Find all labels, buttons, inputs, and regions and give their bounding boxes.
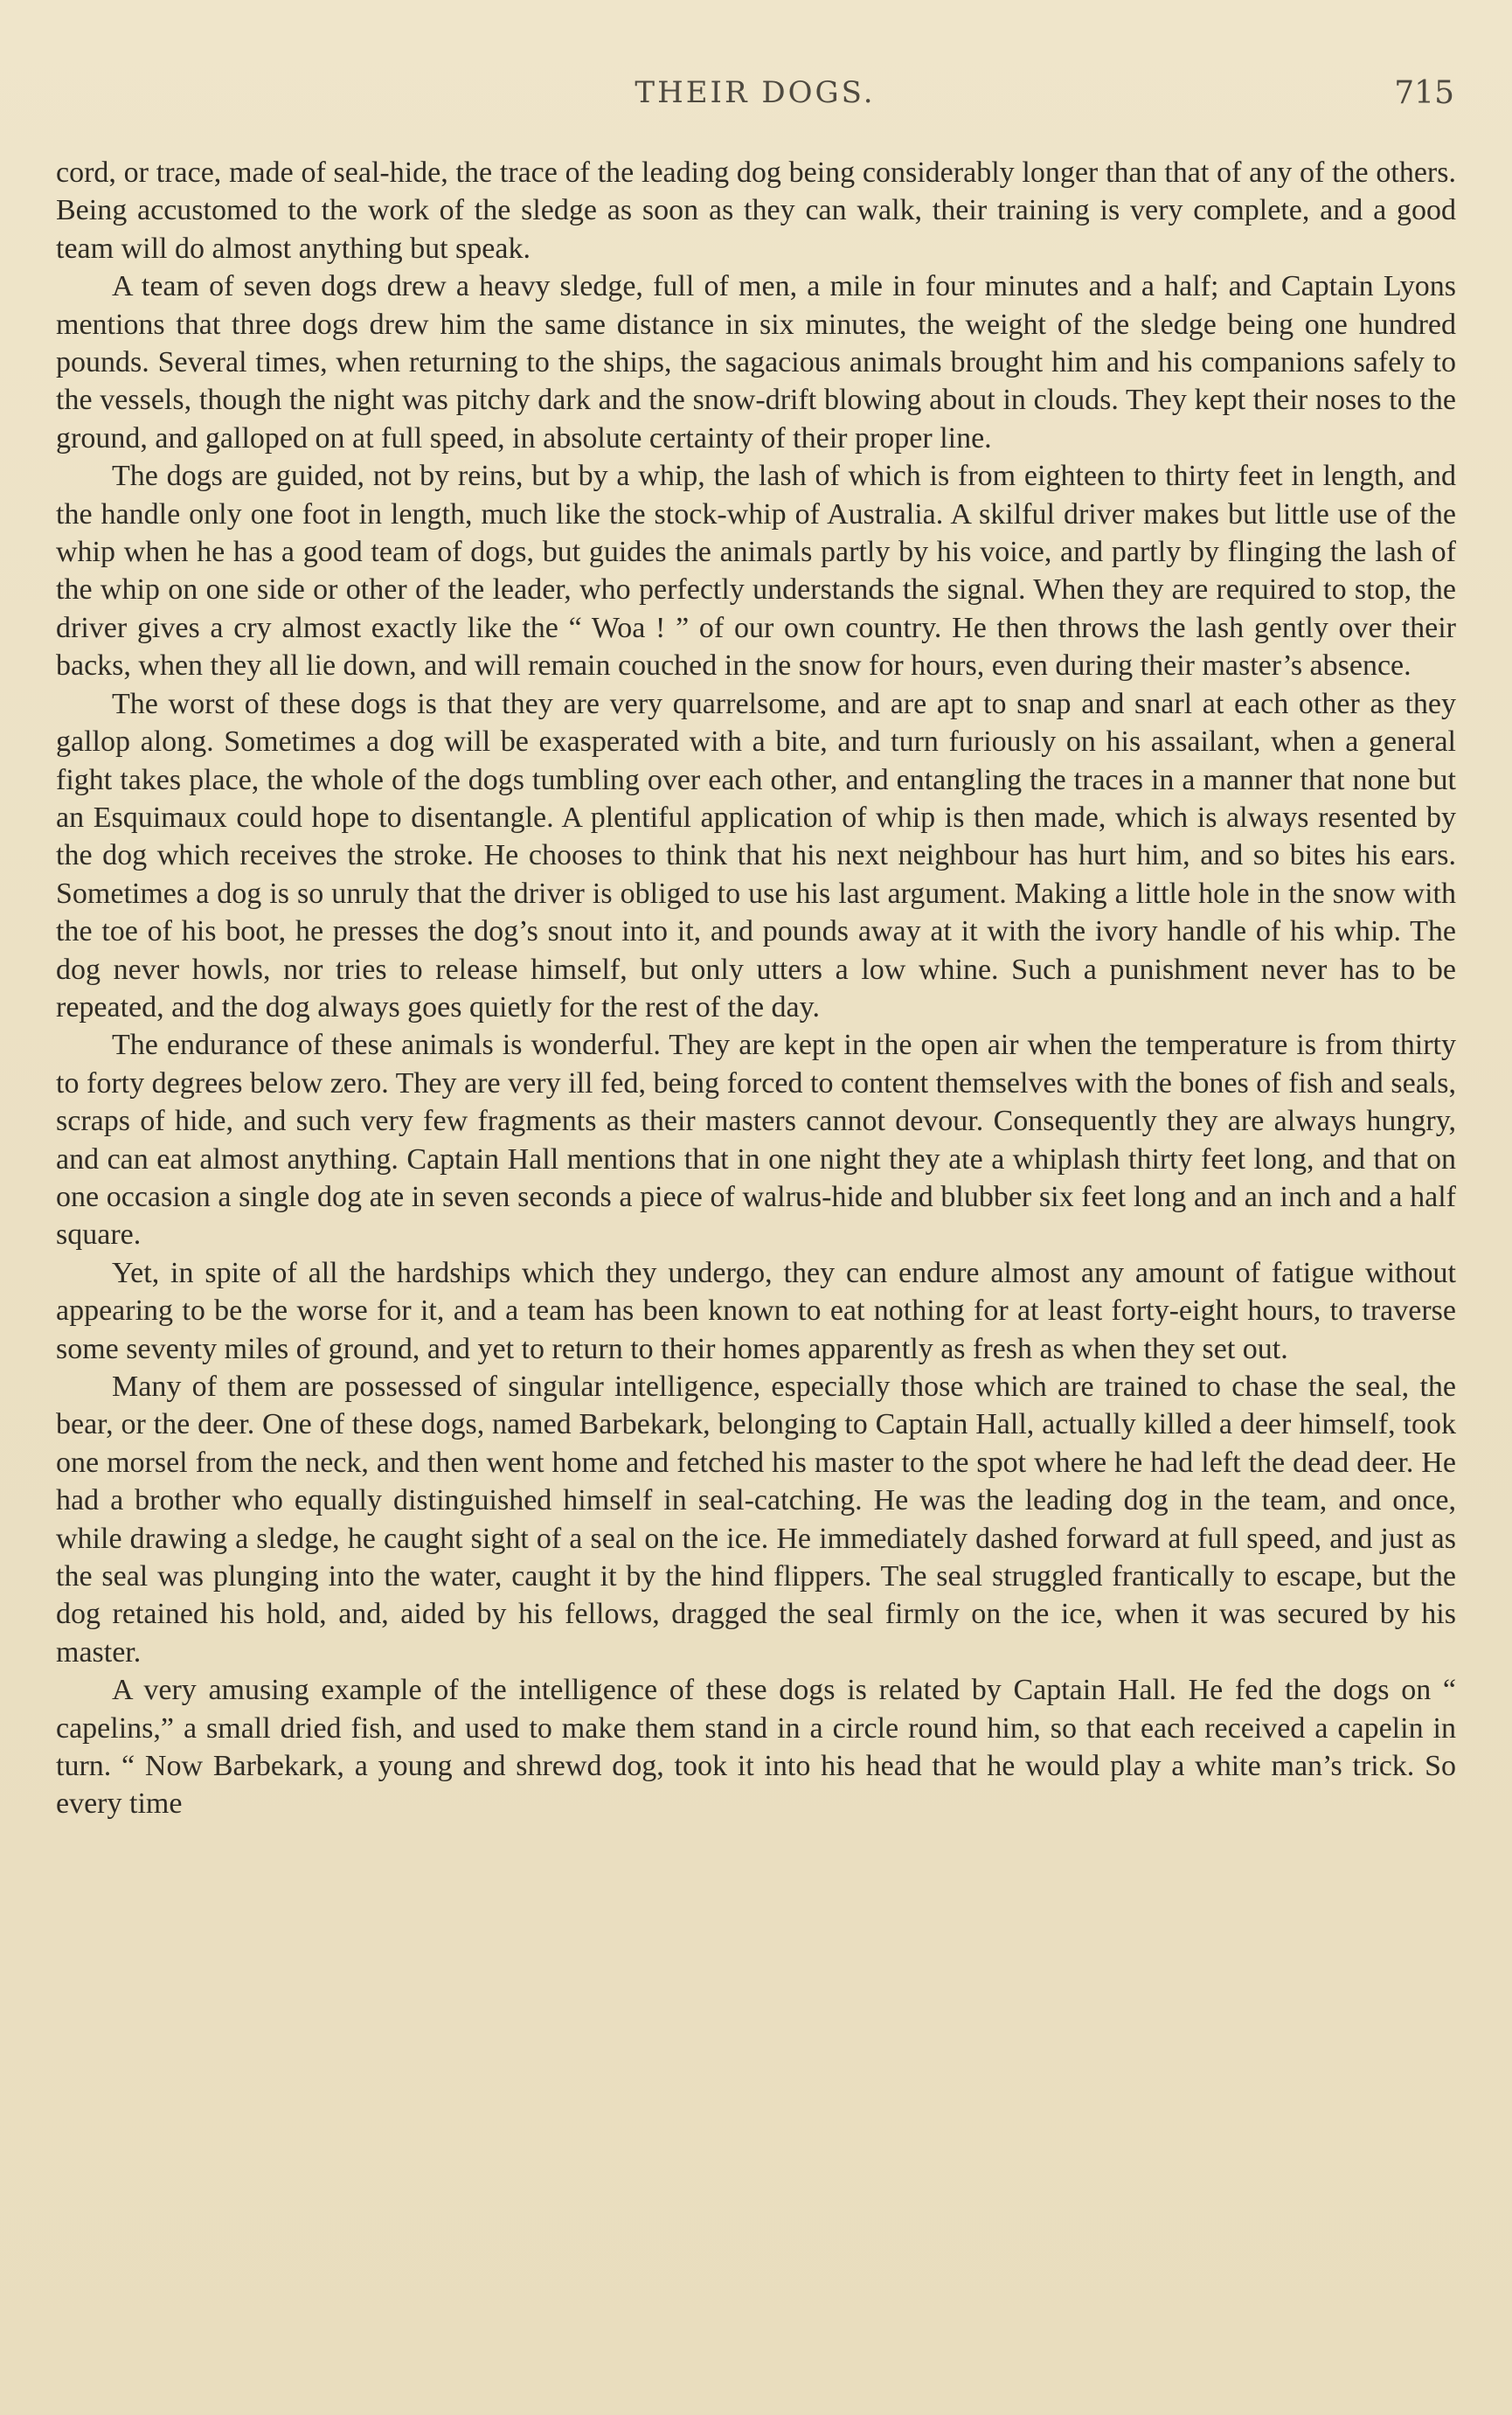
paragraph-continued: cord, or trace, made of seal-hide, the trace of the leading dog being considerably longer than that of any of the others. Being accustomed to the work of the sledge as soon as they can walk, their training is very complete, and a good team will do almost anything but speak. bbox=[56, 156, 1456, 265]
body-text bbox=[56, 154, 1456, 1823]
paragraph-fatigue: Yet, in spite of all the hardships which they undergo, they can endure almost any amount of fatigue without appearing to be the worse for it, and a team has been known to eat nothing for at least forty-eight hours, to traverse some seventy miles of ground, and yet to return to their homes apparently as fresh as when they set out. bbox=[56, 1256, 1456, 1365]
running-head: THEIR DOGS. bbox=[635, 75, 876, 110]
paragraph-quarrelsome-dogs: The worst of these dogs is that they are very quarrelsome, and are apt to snap and snarl at each other as they gallop along. Sometimes a dog will be exasperated with a bite, and turn furiously on his assailant, when a general fight takes place, the whole of the dogs tumbling over each other, and entangling the traces in a manner that none but an Esquimaux could hope to disentangle. A plentiful application of whip is then made, which is always resented by the dog which receives the stroke. He chooses to think that his next neighbour has hurt him, and so bites his ears. Sometimes a dog is so unruly that the driver is obliged to use his last argument. Making a little hole in the snow with the toe of his boot, he presses the dog’s snout into it, and pounds away at it with the ivory handle of his whip. The dog never howls, nor tries to release himself, but only utters a low whine. Such a punishment never has to be repeated, and the dog always goes quietly for the rest of the day. bbox=[56, 687, 1456, 1024]
paragraph-guiding-whip: The dogs are guided, not by reins, but by a whip, the lash of which is from eighteen to thirty feet in length, and the handle only one foot in length, much like the stock-whip of Australia. A skilful driver makes but little use of the whip when he has a good team of dogs, but guides the animals partly by his voice, and partly by flinging the lash of the whip on one side or other of the leader, who perfectly understands the signal. When they are required to stop, the driver gives a cry almost exactly like the “ Woa ! ” of our own country. He then throws the lash gently over their backs, when they all lie down, and will remain couched in the snow for hours, even during their master’s absence. bbox=[56, 460, 1456, 683]
paragraph-sledge-team: A team of seven dogs drew a heavy sledge, full of men, a mile in four minutes and a half; and Captain Lyons mentions that three dogs drew him the same distance in six minutes, the weight of the sledge being one hundred pounds. Several times, when returning to the ships, the sagacious animals brought him and his companions safely to the vessels, though the night was pitchy dark and the snow-drift blowing about in clouds. They kept their noses to the ground, and galloped on at full speed, in absolute certainty of their proper line. bbox=[56, 270, 1456, 455]
page-number: 715 bbox=[1394, 75, 1454, 111]
paragraph-intelligence: Many of them are possessed of singular intelligence, especially those which are trained to chase the seal, the bear, or the deer. One of these dogs, named Barbekark, belonging to Captain Hall, actually killed a deer himself, took one morsel from the neck, and then went home and fetched his master to the spot where he had left the dead deer. He had a brother who equally distinguished himself in seal-catching. He was the leading dog in the team, and once, while drawing a sledge, he caught sight of a seal on the ice. He immediately dashed forward at full speed, and just as the seal was plunging into the water, caught it by the hind flippers. The seal struggled frantically to escape, but the dog retained his hold, and, aided by his fellows, dragged the seal firmly on the ice, when it was secured by his master. bbox=[56, 1371, 1456, 1669]
paragraph-endurance: The endurance of these animals is wonderful. They are kept in the open air when the temperature is from thirty to forty degrees below zero. They are very ill fed, being forced to content themselves with the bones of fish and seals, scraps of hide, and such very few fragments as their masters cannot devour. Consequently they are always hungry, and can eat almost anything. Captain Hall mentions that in one night they ate a whiplash thirty feet long, and that on one occasion a single dog ate in seven seconds a piece of walrus-hide and blubber six feet long and an inch and a half square. bbox=[56, 1029, 1456, 1252]
page-header bbox=[56, 68, 1454, 121]
paragraph-capelins: A very amusing example of the intelligence of these dogs is related by Captain Hall. He fed the dogs on “ capelins,” a small dried fish, and used to make them stand in a circle round him, so that each received a capelin in turn. “ Now Barbekark, a young and shrewd dog, took it into his head that he would play a white man’s trick. So every time bbox=[56, 1674, 1456, 1821]
